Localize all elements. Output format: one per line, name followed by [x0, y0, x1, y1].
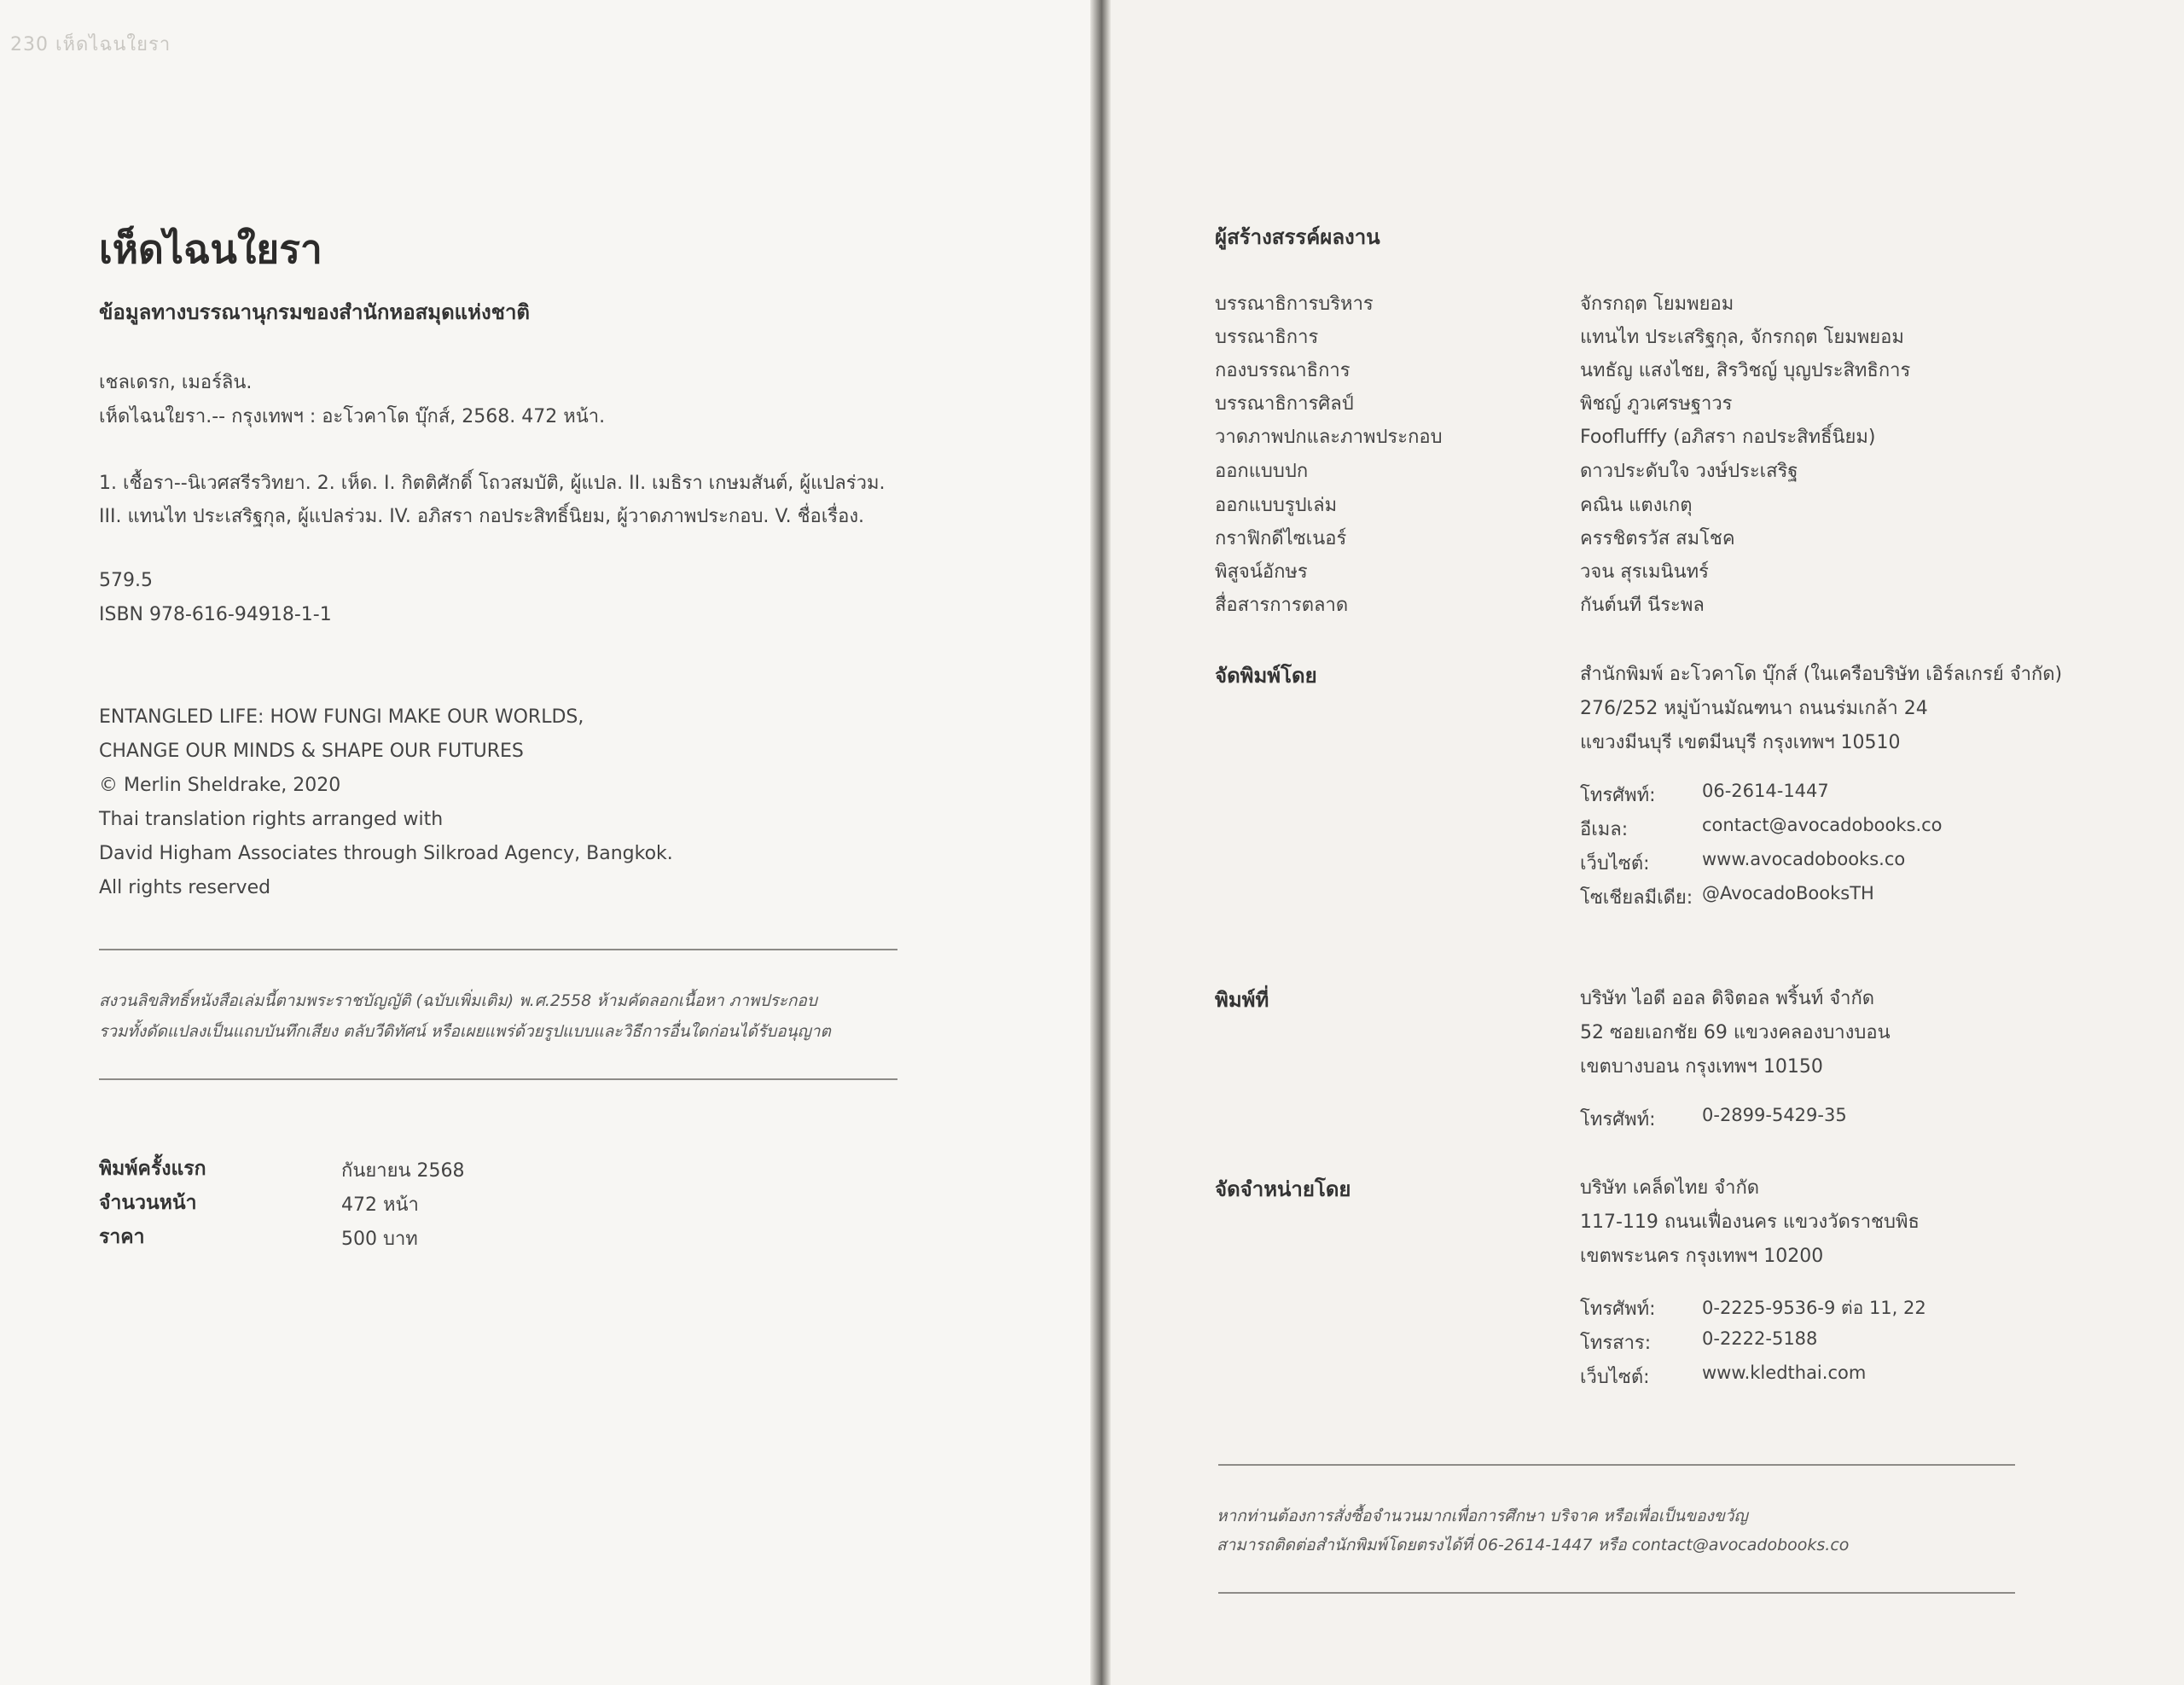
bulk-order-note-line-2: สามารถติดต่อสำนักพิมพ์โดยตรงได้ที่ 06-2614-1447 หรือ contact@avocadobooks.co: [1217, 1536, 1850, 1554]
cip-heading: ข้อมูลทางบรรณานุกรมของสำนักหอสมุดแห่งชาติ: [99, 300, 531, 324]
credit-name: ดาวประดับใจ วงษ์ประเสริฐ: [1580, 461, 1798, 482]
publisher-email-label: อีเมล:: [1580, 819, 1629, 840]
rights-line-3: All rights reserved: [99, 877, 271, 898]
running-head: 230 เห็ดไฉนใยรา: [10, 34, 171, 55]
rights-line-1: Thai translation rights arranged with: [99, 809, 444, 830]
credit-role: วาดภาพปกและภาพประกอบ: [1215, 427, 1443, 448]
distributor-heading: จัดจำหน่ายโดย: [1215, 1177, 1351, 1201]
cip-imprint: เห็ดไฉนใยรา.-- กรุงเทพฯ : อะโวคาโด บุ๊กส์, 2568. 472 หน้า.: [99, 406, 606, 427]
distributor-phone-label: โทรศัพท์:: [1580, 1299, 1656, 1320]
divider-top: [99, 949, 897, 950]
credit-name: พิชญ์ ภูวเศรษฐาวร: [1580, 393, 1733, 415]
original-title-line-1: ENTANGLED LIFE: HOW FUNGI MAKE OUR WORLDS,: [99, 706, 584, 728]
cip-subjects-line-2: III. แทนไท ประเสริฐกุล, ผู้แปลร่วม. IV. อภิสรา กอประสิทธิ์นิยม, ผู้วาดภาพประกอบ. V. ชื่อเรื่อง.: [99, 506, 865, 527]
bulk-order-note-line-1: หากท่านต้องการสั่งซื้อจำนวนมากเพื่อการศึกษา บริจาค หรือเพื่อเป็นของขวัญ: [1217, 1507, 1748, 1525]
credit-name: Fooflufffy (อภิสรา กอประสิทธิ์นิยม): [1580, 427, 1876, 448]
isbn: ISBN 978-616-94918-1-1: [99, 604, 332, 625]
publisher-phone: 06-2614-1447: [1702, 781, 1829, 801]
credit-role: บรรณาธิการบริหาร: [1215, 293, 1374, 315]
distributor-website: www.kledthai.com: [1702, 1363, 1867, 1383]
original-title-line-2: CHANGE OUR MINDS & SHAPE OUR FUTURES: [99, 741, 524, 762]
credit-role: บรรณาธิการศิลป์: [1215, 393, 1354, 415]
distributor-website-label: เว็บไซต์:: [1580, 1367, 1650, 1388]
printer-address-line-3: เขตบางบอน กรุงเทพฯ 10150: [1580, 1056, 1823, 1078]
printer-address-line-2: 52 ซอยเอกชัย 69 แขวงคลองบางบอน: [1580, 1022, 1891, 1043]
printer-phone: 0-2899-5429-35: [1702, 1105, 1847, 1125]
meta-label-page-count: จำนวนหน้า: [99, 1192, 197, 1214]
distributor-address-line-2: 117-119 ถนนเฟื่องนคร แขวงวัดราชบพิธ: [1580, 1211, 1920, 1233]
divider-bottom: [99, 1078, 897, 1080]
credit-role: บรรณาธิการ: [1215, 327, 1319, 348]
footer-divider-top: [1218, 1464, 2015, 1466]
credit-name: จักรกฤต โยมพยอม: [1580, 293, 1734, 315]
credit-name: นทธัญ แสงไชย, สิรวิชญ์ บุญประสิทธิการ: [1580, 360, 1911, 381]
publisher-website: www.avocadobooks.co: [1702, 849, 1906, 869]
credits-heading: ผู้สร้างสรรค์ผลงาน: [1215, 225, 1380, 249]
credit-role: สื่อสารการตลาด: [1215, 595, 1349, 616]
distributor-fax: 0-2222-5188: [1702, 1328, 1818, 1349]
cip-author: เชลเดรก, เมอร์ลิน.: [99, 372, 253, 393]
meta-value-page-count: 472 หน้า: [341, 1194, 419, 1216]
publisher-address-line-3: แขวงมีนบุรี เขตมีนบุรี กรุงเทพฯ 10510: [1580, 732, 1901, 753]
publisher-social: @AvocadoBooksTH: [1702, 883, 1874, 904]
printer-heading: พิมพ์ที่: [1215, 988, 1269, 1012]
meta-value-price: 500 บาท: [341, 1229, 418, 1250]
credit-name: คณิน แตงเกตุ: [1580, 495, 1693, 516]
distributor-phone: 0-2225-9536-9 ต่อ 11, 22: [1702, 1298, 1926, 1318]
book-title: เห็ดไฉนใยรา: [99, 226, 322, 272]
cip-subjects-line-1: 1. เชื้อรา--นิเวศสรีรวิทยา. 2. เห็ด. I. กิตติศักดิ์ โถวสมบัติ, ผู้แปล. II. เมธิรา เกษมสันต์, ผู้แปลร่วม.: [99, 473, 886, 494]
credit-role: พิสูจน์อักษร: [1215, 561, 1308, 583]
publisher-address-line-1: สำนักพิมพ์ อะโวคาโด บุ๊กส์ (ในเครือบริษัท เอิร์ลเกรย์ จำกัด): [1580, 664, 2063, 685]
distributor-address-line-1: บริษัท เคล็ดไทย จำกัด: [1580, 1177, 1760, 1199]
distributor-address-line-3: เขตพระนคร กรุงเทพฯ 10200: [1580, 1246, 1824, 1267]
credit-role: ออกแบบปก: [1215, 461, 1309, 482]
book-gutter: [1090, 0, 1111, 1685]
publisher-heading: จัดพิมพ์โดย: [1215, 664, 1317, 688]
copyright-notice-line-2: รวมทั้งดัดแปลงเป็นแถบบันทึกเสียง ตลับวีดิทัศน์ หรือเผยแพร่ด้วยรูปแบบและวิธีการอื่นใดก่อนได้รับอนุญาต: [99, 1022, 831, 1041]
credit-role: กราฟิกดีไซเนอร์: [1215, 528, 1347, 549]
distributor-fax-label: โทรสาร:: [1580, 1333, 1652, 1354]
meta-label-first-print: พิมพ์ครั้งแรก: [99, 1158, 206, 1180]
meta-value-first-print: กันยายน 2568: [341, 1160, 465, 1182]
publisher-email: contact@avocadobooks.co: [1702, 815, 1943, 835]
cip-classification: 579.5: [99, 570, 153, 591]
publisher-website-label: เว็บไซต์:: [1580, 853, 1650, 874]
copyright-line: © Merlin Sheldrake, 2020: [99, 775, 341, 796]
publisher-social-label: โซเชียลมีเดีย:: [1580, 887, 1693, 909]
meta-label-price: ราคา: [99, 1226, 145, 1248]
credit-name: วจน สุรเมนินทร์: [1580, 561, 1709, 583]
rights-line-2: David Higham Associates through Silkroad Agency, Bangkok.: [99, 843, 673, 864]
publisher-address-line-2: 276/252 หมู่บ้านมัณฑนา ถนนร่มเกล้า 24: [1580, 698, 1928, 719]
credit-name: กันต์นที นีระพล: [1580, 595, 1705, 616]
printer-address-line-1: บริษัท ไอดี ออล ดิจิตอล พริ้นท์ จำกัด: [1580, 988, 1875, 1009]
footer-divider-bottom: [1218, 1592, 2015, 1594]
credit-role: ออกแบบรูปเล่ม: [1215, 495, 1338, 516]
credit-name: แทนไท ประเสริฐกุล, จักรกฤต โยมพยอม: [1580, 327, 1904, 348]
credit-role: กองบรรณาธิการ: [1215, 360, 1350, 381]
publisher-phone-label: โทรศัพท์:: [1580, 785, 1656, 806]
credit-name: ครรชิตรวัส สมโชค: [1580, 528, 1735, 549]
copyright-notice-line-1: สงวนลิขสิทธิ์หนังสือเล่มนี้ตามพระราชบัญญัติ (ฉบับเพิ่มเติม) พ.ศ.2558 ห้ามคัดลอกเนื้อหา ภาพประกอบ: [99, 991, 817, 1010]
printer-phone-label: โทรศัพท์:: [1580, 1109, 1656, 1130]
left-page: [0, 0, 1090, 1685]
